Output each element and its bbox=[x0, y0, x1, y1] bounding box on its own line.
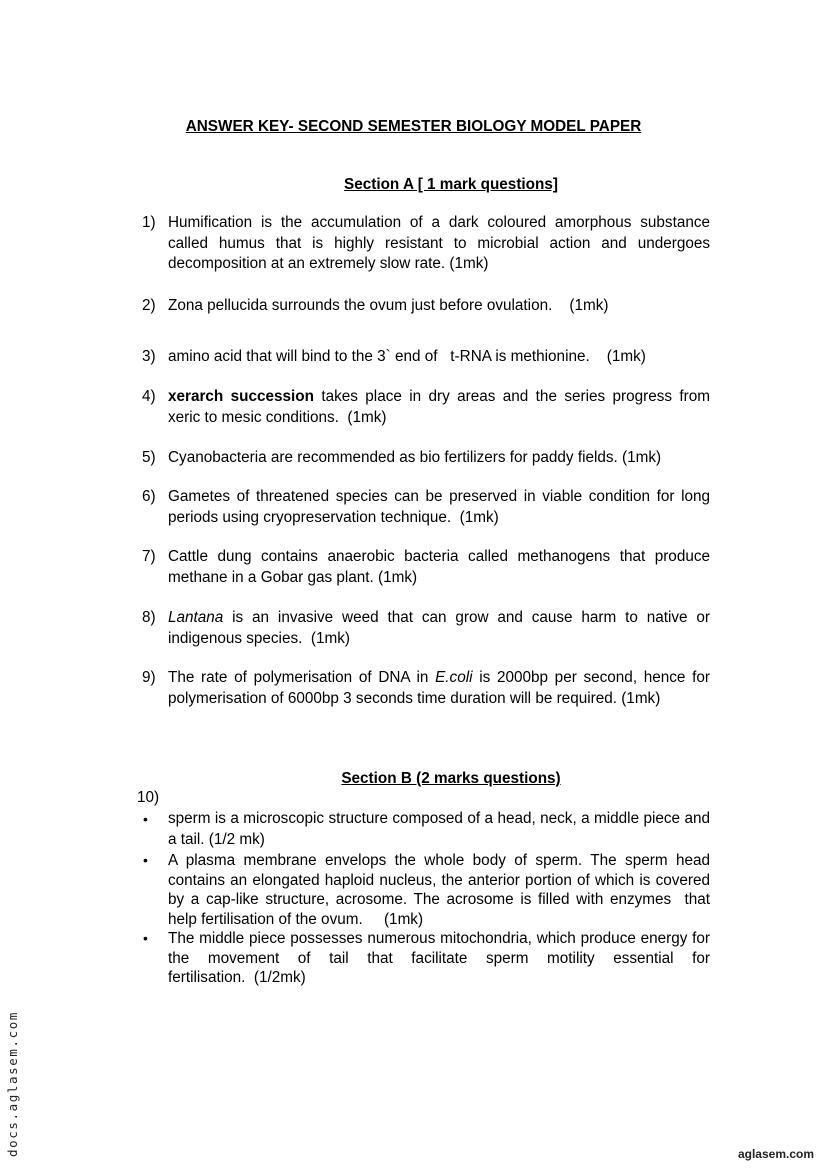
answer-text: amino acid that will bind to the 3` end of t-RNA is methionine. (1mk) bbox=[168, 348, 646, 365]
item-number: 9) bbox=[142, 669, 156, 686]
side-watermark-url: docs.aglasem.com bbox=[5, 1010, 20, 1157]
bullet-item-3 bbox=[143, 929, 710, 988]
item-number: 2) bbox=[142, 297, 156, 314]
answer-item-1 bbox=[142, 213, 710, 275]
answer-text: Zona pellucida surrounds the ovum just before ovulation. (1mk) bbox=[168, 297, 609, 314]
answer-text-pre: The rate of polymerisation of DNA in bbox=[168, 669, 436, 686]
answer-text: Cyanobacteria are recommended as bio fertilizers for paddy fields. (1mk) bbox=[168, 449, 662, 466]
bullet-icon: • bbox=[143, 852, 148, 868]
question-10-number: 10) bbox=[137, 789, 160, 806]
bullet-text: The middle piece possesses numerous mitochondria, which produce energy for the movement of tail that facilitate sperm motility essential for fertilisation. (1/2mk) bbox=[168, 930, 710, 987]
answer-text: Humification is the accumulation of a dark coloured amorphous substance called humus that is highly resistant to microbial action and undergoes decomposition at an extremely slow rate. (1mk) bbox=[168, 214, 710, 272]
section-b-heading: Section B (2 marks questions) bbox=[341, 770, 561, 787]
bullet-item-1 bbox=[143, 809, 710, 850]
item-number: 3) bbox=[142, 348, 156, 365]
bullet-text: A plasma membrane envelops the whole body of sperm. The sperm head contains an elongated haploid nucleus, the anterior portion of which is covered by a cap-like structure, acrosome. The acrosome is filled with enzymes that help fertilisation of the ovum. (1mk) bbox=[168, 852, 710, 928]
footer-brand: aglasem.com bbox=[737, 1147, 814, 1161]
answer-item-5 bbox=[142, 448, 710, 469]
answer-text: takes place in dry areas and the series progress from xeric to mesic conditions. (1mk) bbox=[168, 388, 710, 426]
answer-item-9 bbox=[142, 668, 710, 709]
bold-term: xerarch succession bbox=[168, 388, 314, 405]
bullet-icon: • bbox=[143, 811, 148, 827]
item-number: 4) bbox=[142, 388, 156, 405]
answer-item-6 bbox=[142, 487, 710, 528]
bullet-icon: • bbox=[143, 930, 148, 946]
bullet-text: sperm is a microscopic structure composed of a head, neck, a middle piece and a tail. (1/2 mk) bbox=[168, 810, 710, 848]
bullet-item-2 bbox=[143, 851, 710, 929]
item-number: 8) bbox=[142, 609, 156, 626]
answer-text: is 2000bp per second, hence for polymerisation of 6000bp 3 seconds time duration will be required. (1mk) bbox=[168, 669, 710, 707]
page-title: ANSWER KEY- SECOND SEMESTER BIOLOGY MODEL PAPER bbox=[185, 118, 642, 135]
answer-item-8 bbox=[142, 608, 710, 649]
item-number: 5) bbox=[142, 449, 156, 466]
item-number: 1) bbox=[142, 214, 156, 231]
answer-item-3 bbox=[142, 347, 710, 368]
italic-term: E.coli bbox=[435, 669, 473, 686]
answer-text: Cattle dung contains anaerobic bacteria called methanogens that produce methane in a Gobar gas plant. (1mk) bbox=[168, 548, 710, 586]
answer-item-4 bbox=[142, 387, 710, 428]
answer-text: is an invasive weed that can grow and cause harm to native or indigenous species. (1mk) bbox=[168, 609, 710, 647]
italic-term: Lantana bbox=[168, 609, 224, 626]
item-number: 7) bbox=[142, 548, 156, 565]
section-a-heading: Section A [ 1 mark questions] bbox=[344, 176, 558, 193]
answer-item-7 bbox=[142, 547, 710, 588]
item-number: 6) bbox=[142, 488, 156, 505]
answer-item-2 bbox=[142, 296, 710, 317]
answer-text: Gametes of threatened species can be preserved in viable condition for long periods using cryopreservation technique. (1mk) bbox=[168, 488, 710, 526]
